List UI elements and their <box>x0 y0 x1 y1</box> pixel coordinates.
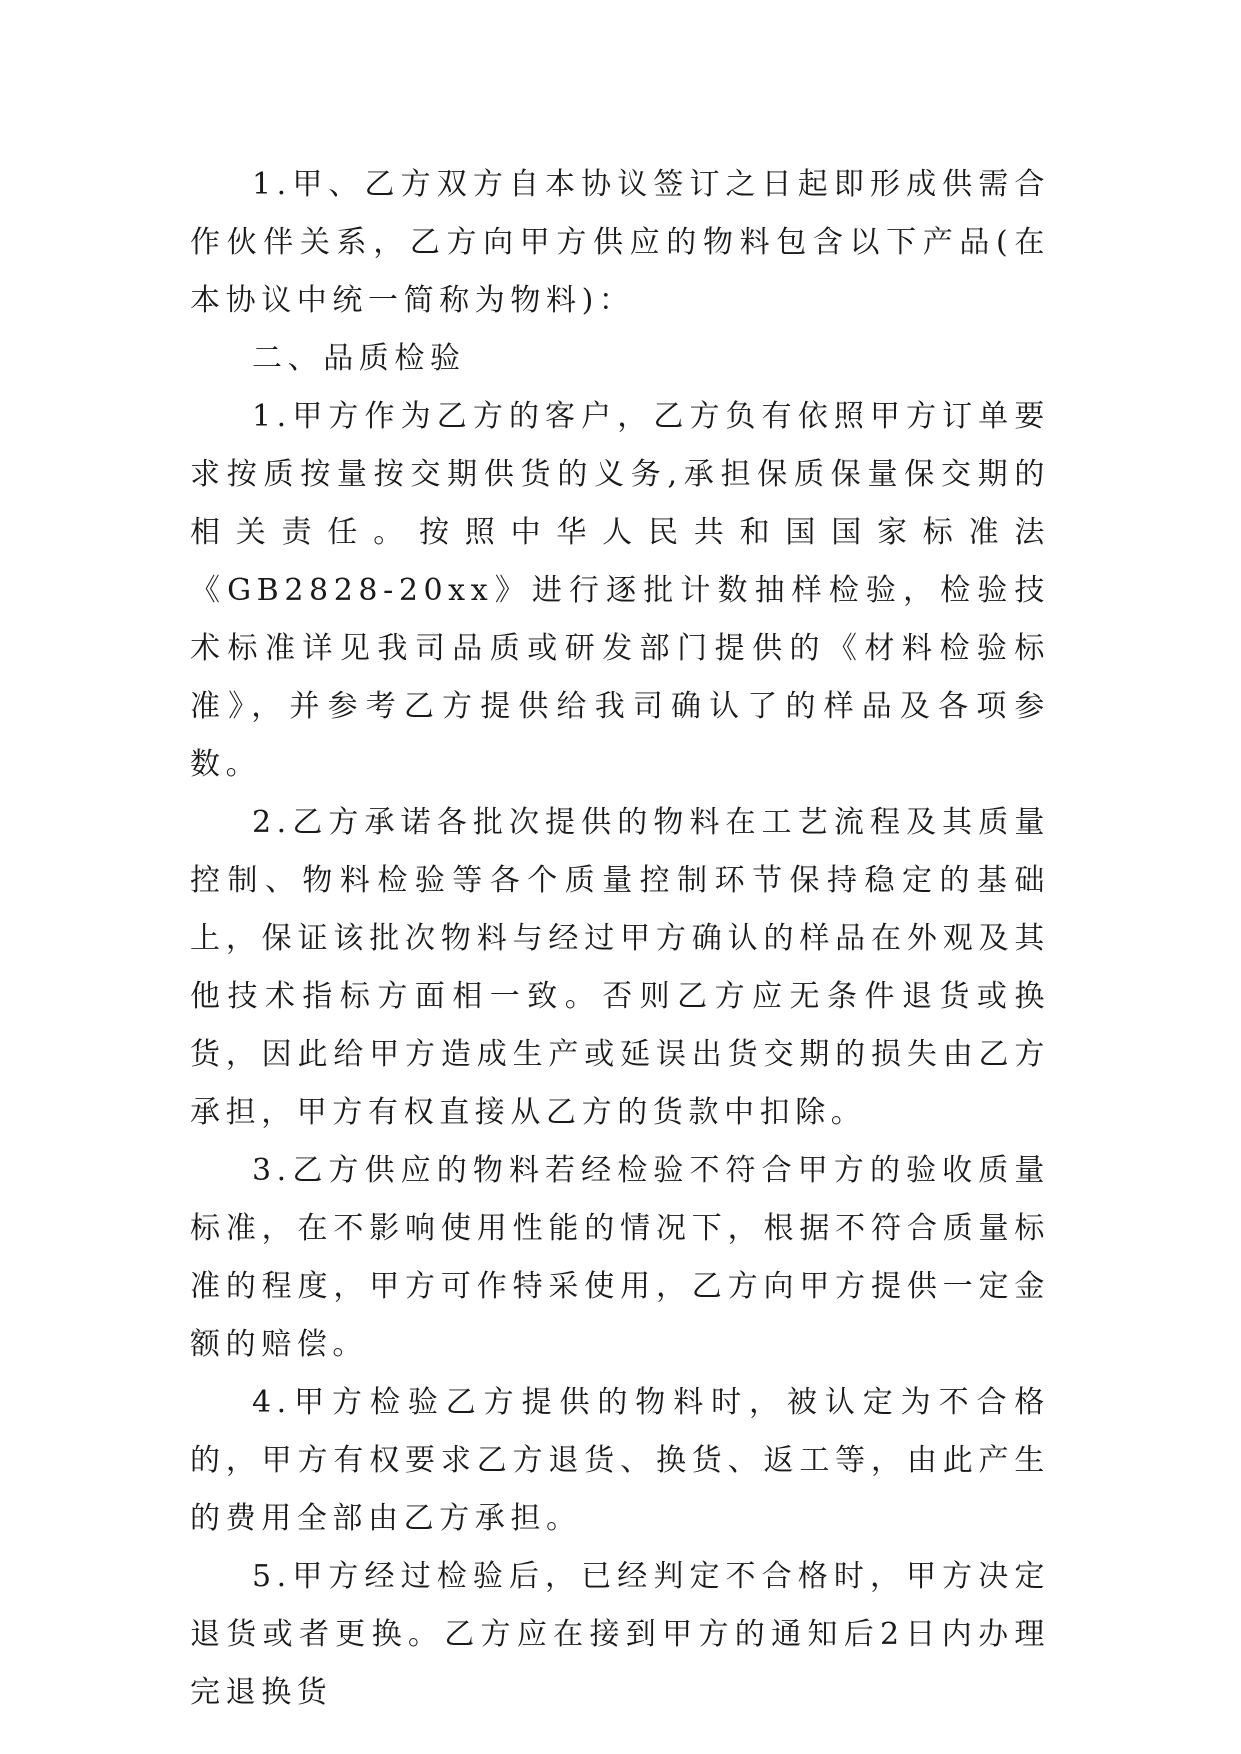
paragraph-nonconforming-returns: 4.甲方检验乙方提供的物料时，被认定为不合格的，甲方有权要求乙方退货、换货、返工等，由此产生的费用全部由乙方承担。 <box>190 1385 1050 1536</box>
paragraph-special-acceptance: 3.乙方供应的物料若经检验不符合甲方的验收质量标准，在不影响使用性能的情况下，根据不符合质量标准的程度，甲方可作特采使用，乙方向甲方提供一定金额的赔偿。 <box>190 1153 1050 1362</box>
paragraph-inspection-standard: 1.甲方作为乙方的客户，乙方负有依照甲方订单要求按质按量按交期供货的义务,承担保质保量保交期的相关责任。按照中华人民共和国国家标准法《GB2828-20xx》进行逐批计数抽样检验，检验技术标准详见我司品质或研发部门提供的《材料检验标准》，并参考乙方提供给我司确认了的样品及各项参数。 <box>190 399 1050 782</box>
paragraph-return-deadline: 5.甲方经过检验后，已经判定不合格时，甲方决定退货或者更换。乙方应在接到甲方的通知后2日内办理完退换货 <box>190 1559 1050 1710</box>
document-body <box>190 156 1050 1722</box>
paragraph-supply-relationship: 1.甲、乙方双方自本协议签订之日起即形成供需合作伙伴关系，乙方向甲方供应的物料包含以下产品(在本协议中统一简称为物料)： <box>190 167 1050 318</box>
section-heading-quality-inspection: 二、品质检验 <box>252 341 466 376</box>
paragraph-batch-consistency: 2.乙方承诺各批次提供的物料在工艺流程及其质量控制、物料检验等各个质量控制环节保持稳定的基础上，保证该批次物料与经过甲方确认的样品在外观及其他技术指标方面相一致。否则乙方应无条件退货或换货，因此给甲方造成生产或延误出货交期的损失由乙方承担，甲方有权直接从乙方的货款中扣除。 <box>190 805 1050 1130</box>
